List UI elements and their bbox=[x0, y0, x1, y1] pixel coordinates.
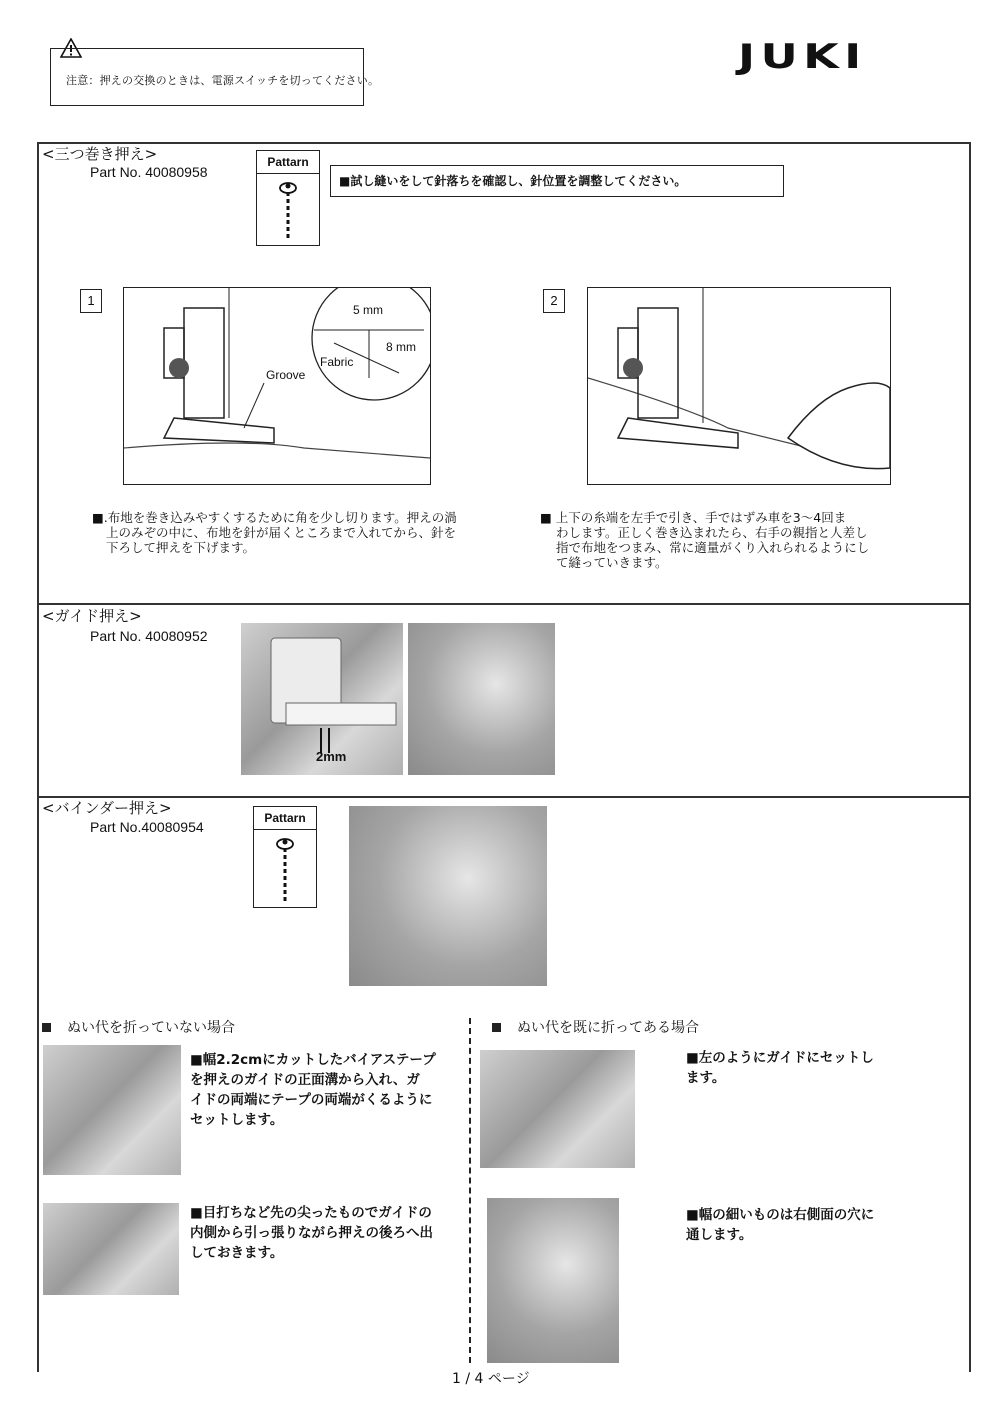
page-number: 1 / 4 ページ bbox=[452, 1371, 530, 1387]
right-text-1 bbox=[686, 1048, 874, 1088]
step2-line: ■ 上下の糸端を左手で引き、手ではずみ車を3～4回ま bbox=[540, 510, 847, 525]
step1-text bbox=[92, 510, 457, 555]
section3-pattern-box bbox=[253, 806, 317, 908]
bullet-square-icon bbox=[42, 1023, 51, 1032]
binder-photo-right-2 bbox=[487, 1198, 619, 1363]
section1-title: <三つ巻き押え> bbox=[42, 145, 158, 163]
left-text-2-line: 内側から引っ張りながら押えの後ろへ出 bbox=[190, 1225, 433, 1241]
pattern-label: Pattarn bbox=[257, 151, 319, 174]
step2-line: て縫っていきます。 bbox=[556, 555, 668, 570]
binder-photo-right-1 bbox=[480, 1050, 635, 1168]
groove-label: Groove bbox=[266, 368, 306, 382]
right-text-1-line: ■左のようにガイドにセットし bbox=[686, 1050, 874, 1066]
section2-title: <ガイド押え> bbox=[42, 607, 142, 625]
divider-2 bbox=[37, 796, 971, 798]
left-text-1-line: イドの両端にテープの両端がくるように bbox=[190, 1092, 433, 1108]
binder-foot-photo bbox=[349, 806, 547, 986]
section1-part-no: Part No. 40080958 bbox=[90, 164, 208, 180]
section3-title: <バインダー押え> bbox=[42, 799, 172, 817]
straight-stitch-icon bbox=[257, 174, 319, 246]
right-subheading bbox=[492, 1017, 699, 1037]
caution-text: 注意：押えの交換のときは、電源スイッチを切ってください。 bbox=[66, 74, 380, 87]
logo-text: JUKI bbox=[738, 37, 867, 77]
right-text-2-line: 通します。 bbox=[686, 1227, 753, 1243]
binder-photo-left-2 bbox=[43, 1203, 179, 1295]
step2-line: わします。正しく巻き込まれたら、右手の親指と人差し bbox=[556, 525, 868, 540]
section1-pattern-box bbox=[256, 150, 320, 246]
left-subheading bbox=[42, 1017, 235, 1037]
step2-illustration bbox=[587, 287, 891, 485]
section2-part-no: Part No. 40080952 bbox=[90, 628, 208, 644]
left-text-1 bbox=[190, 1050, 436, 1130]
bullet-square-icon bbox=[492, 1023, 501, 1032]
presser-foot-hand-drawing bbox=[588, 288, 890, 484]
dim1-label: 5 mm bbox=[353, 303, 383, 317]
left-text-1-line: セットします。 bbox=[190, 1112, 284, 1128]
step1-number: 1 bbox=[80, 289, 102, 313]
section3-part-no: Part No.40080954 bbox=[90, 819, 204, 835]
divider-1 bbox=[37, 603, 971, 605]
frame-right bbox=[969, 142, 971, 1372]
binder-photo-left-1 bbox=[43, 1045, 181, 1175]
left-subheading-text: ぬい代を折っていない場合 bbox=[67, 1020, 235, 1036]
step1-illustration bbox=[123, 287, 431, 485]
straight-stitch-icon bbox=[254, 830, 316, 908]
guide-2mm-label: 2mm bbox=[316, 749, 347, 764]
step1-line: 上のみぞの中に、布地を針が届くところまで入れてから、針を bbox=[106, 525, 457, 540]
left-text-1-line: を押えのガイドの正面溝から入れ、ガ bbox=[190, 1072, 420, 1088]
step1-line: ■.布地を巻き込みやすくするために角を少し切ります。押えの渦 bbox=[92, 510, 457, 525]
left-text-2 bbox=[190, 1203, 433, 1263]
step2-number: 2 bbox=[543, 289, 565, 313]
frame-left bbox=[37, 142, 39, 1372]
presser-foot-drawing bbox=[124, 288, 430, 484]
frame-top bbox=[37, 142, 971, 144]
left-text-1-line: ■幅2.2cmにカットしたバイアステープ bbox=[190, 1052, 436, 1068]
right-text-2-line: ■幅の細いものは右側面の穴に bbox=[686, 1207, 875, 1223]
left-text-2-line: しておきます。 bbox=[190, 1245, 284, 1261]
left-text-2-line: ■目打ちなど先の尖ったものでガイドの bbox=[190, 1205, 432, 1221]
step2-text bbox=[540, 510, 869, 570]
juki-logo bbox=[738, 37, 904, 77]
dim2-label: 8 mm bbox=[386, 340, 416, 354]
fabric-label: Fabric bbox=[320, 355, 354, 369]
step1-line: 下ろして押えを下げます。 bbox=[106, 540, 256, 555]
column-divider bbox=[469, 1018, 471, 1363]
guide-foot-photo-2 bbox=[408, 623, 555, 775]
right-text-1-line: ます。 bbox=[686, 1070, 726, 1086]
step2-line: 指で布地をつまみ、常に適量がくり入れられるようにし bbox=[556, 540, 870, 555]
right-subheading-text: ぬい代を既に折ってある場合 bbox=[517, 1020, 699, 1036]
pattern-label: Pattarn bbox=[254, 807, 316, 830]
section1-note: ■試し縫いをして針落ちを確認し、針位置を調整してください。 bbox=[330, 165, 784, 197]
right-text-2 bbox=[686, 1205, 874, 1245]
